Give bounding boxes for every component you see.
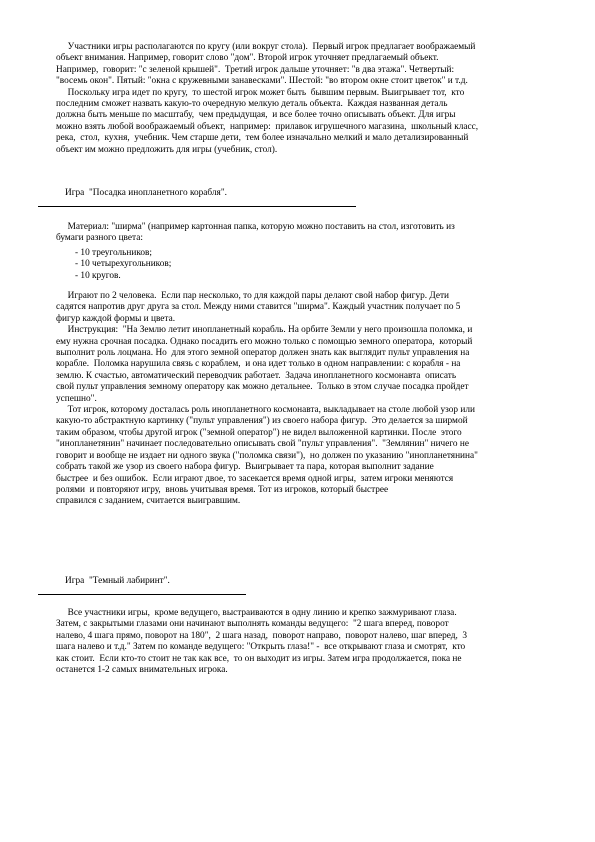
text-line: фигур каждой формы и цвета. — [56, 313, 176, 324]
text-line: справился с заданием, считается выигравшим. — [56, 496, 241, 507]
paragraph-materials — [56, 222, 559, 245]
text-line: землю. К счастью, автоматический переводчик работает. Задача инопланетного космонавта описать — [56, 370, 457, 381]
text-line: "восемь окон". Пятый: "окна с кружевными занавесками". Шестой: "во втором окне стоит цветок" и т.д. — [56, 76, 468, 87]
text-line: выполнит роль лоцмана. Но для этого земной оператор должен знать как выглядит пульт управления на — [56, 348, 470, 359]
text-line: таким образом, чтобы другой игрок ("земной оператор") не видел выложенной картинки. После этого — [56, 427, 462, 438]
text-line: Играют по 2 человека. Если пар несколько, то для каждой пары делают свой набор фигур. Дети — [56, 291, 450, 301]
text-line: корабле. Поломка нарушила связь с кораблем, и она идет только в одном направлении: с корабля - на — [56, 359, 461, 370]
paragraph-intro — [56, 42, 559, 156]
text-line: Материал: "ширма" (например картонная папка, которую можно поставить на стол, изготовить из — [56, 222, 455, 232]
text-line: садятся напротив друг друга за стол. Между ними ставится "ширма". Каждый участник получает по 5 — [56, 302, 461, 313]
heading-underline — [38, 594, 246, 595]
text-line: Участники игры располагаются по кругу (или вокруг стола). Первый игрок предлагает воображаемый — [56, 42, 476, 52]
text-line: река, стол, кухня, учебник. Чем старше дети, тем более изначально мелкий и мало детализированный — [56, 133, 469, 144]
text-line: собрать такой же узор из своего набора фигур. Выигрывает та пара, которая выполнит задание — [56, 462, 434, 473]
text-line: Поскольку игра идет по кругу, то шестой игрок может быть бывшим первым. Выигрывает тот, кто — [56, 87, 465, 98]
text-line: Затем, с закрытыми глазами они начинают выполнять команды ведущего: "2 шага вперед, поворот — [56, 619, 449, 630]
text-line: Инструкция: "На Землю летит инопланетный корабль. На орбите Земли у него произошла поломка, и — [56, 325, 473, 336]
section-heading-labyrinth: Игра "Темный лабиринт". — [65, 576, 170, 586]
text-line: объект им можно предложить для игры (учебник, стол). — [56, 144, 278, 155]
text-line: можно взять любой воображаемый объект, например: прилавок игрушечного магазина, школьный класс, — [56, 121, 479, 132]
text-line: успешно". — [56, 393, 97, 404]
heading-underline — [38, 206, 356, 207]
section-heading-landing: Игра "Посадка инопланетного корабля". — [65, 188, 227, 198]
text-line: какую-то абстрактную картинку ("пульт управления") из своего набора фигур. Это делается за ширмой — [56, 416, 468, 427]
text-line: Все участники игры, кроме ведущего, выстраиваются в одну линию и крепко зажмуривают глаза. — [56, 608, 457, 618]
text-line: как стоит. Если кто-то стоит не так как все, то он выходит из игры. Затем игра продолжается, пока не — [56, 653, 462, 664]
paragraph-rules — [56, 291, 559, 508]
text-line: объект внимания. Например, говорит слово "дом". Второй игрок уточняет предлагаемый объект. — [56, 53, 439, 64]
text-line: налево, 4 шага прямо, поворот на 180", 2 шага назад, поворот направо, поворот налево, шаг вперед, 3 — [56, 630, 468, 641]
text-line: бумаги разного цвета: — [56, 233, 143, 244]
text-line: говорит и вообще не издает ни одного звука ("поломка связи"), но должен по указанию "инопланетянина" — [56, 450, 478, 461]
text-line: должна быть меньше по масштабу, чем предыдущая, и все более точно описывать объект. Для игры — [56, 110, 456, 121]
text-line: останется 1-2 самых внимательных игрока. — [56, 665, 228, 676]
text-line: свой пульт управления земному оператору как можно детальнее. Только в этом случае посадка пройдет — [56, 382, 469, 393]
list-item: - 10 четырехугольников; — [75, 259, 172, 270]
text-line: "инопланетянин" начинает последовательно описывать свой "пульт управления". "Землянин" ничего не — [56, 439, 469, 450]
text-line: быстрее и без ошибок. Если играют двое, то засекается время одной игры, затем игроки меняются — [56, 473, 454, 484]
text-line: ролями и повторяют игру, вновь учитывая время. Тот из игроков, который быстрее — [56, 484, 389, 495]
list-item: - 10 кругов. — [75, 270, 121, 281]
text-line: ему нужна срочная посадка. Однако посадить его можно только с помощью земного оператора, который — [56, 336, 473, 347]
paragraph-labyrinth — [56, 608, 559, 676]
text-line: последним сможет назвать какую-то очередную мелкую деталь объекта. Каждая названная деталь — [56, 99, 448, 110]
list-item: - 10 треугольников; — [75, 248, 153, 258]
text-line: шага налево и т.д." Затем по команде ведущего: "Открыть глаза!" - все открывают глаза и смотрят, кто — [56, 642, 466, 653]
materials-list — [75, 248, 171, 282]
text-line: Тот игрок, которому досталась роль инопланетного космонавта, выкладывает на столе любой узор или — [56, 405, 475, 416]
text-line: Например, говорит: "с зеленой крышей". Третий игрок дальше уточняет: "в два этажа". Четвертый: — [56, 64, 455, 75]
